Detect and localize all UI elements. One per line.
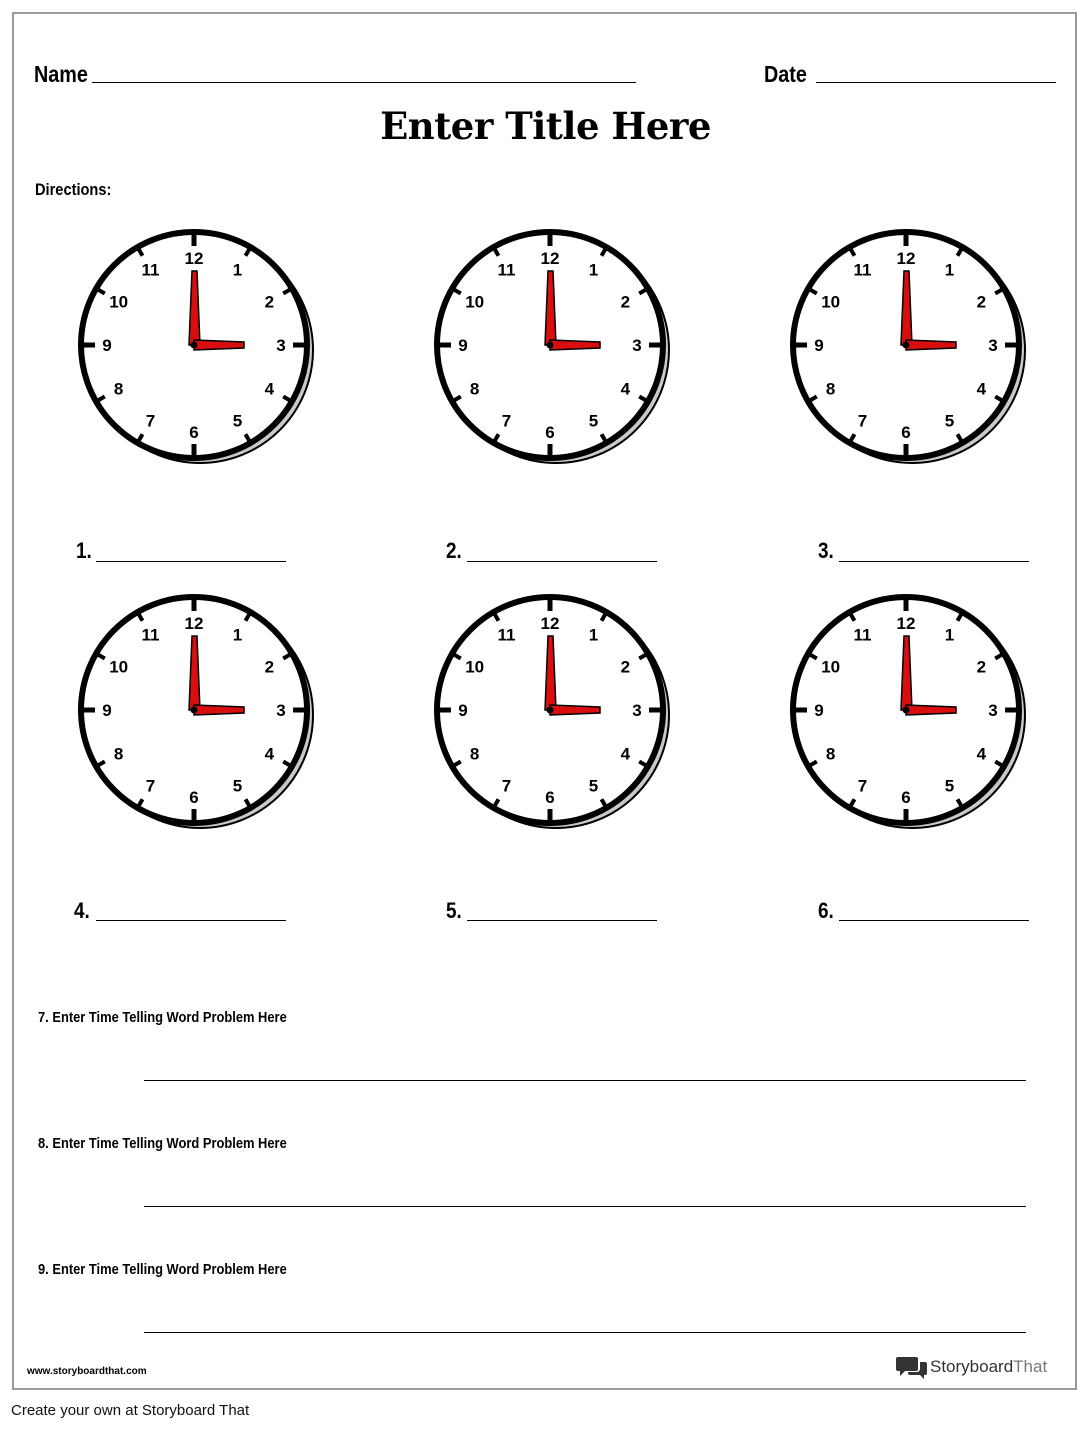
clock-face xyxy=(432,227,672,467)
answer-number: 6. xyxy=(818,898,834,923)
clock-center-pin xyxy=(191,342,198,349)
date-line[interactable] xyxy=(816,82,1056,83)
clock-hour-hand xyxy=(194,340,244,350)
answer-number: 4. xyxy=(74,898,90,923)
clock-number: 11 xyxy=(141,260,160,280)
clock-number: 7 xyxy=(857,411,868,431)
directions-label: Directions: xyxy=(35,180,112,199)
clock-face xyxy=(788,227,1028,467)
clock-number: 12 xyxy=(896,614,916,633)
clock-number: 5 xyxy=(588,776,599,796)
answer-number: 1. xyxy=(76,538,92,563)
answer-number: 3. xyxy=(818,538,834,563)
clock-number: 5 xyxy=(944,776,955,796)
clock-number: 6 xyxy=(901,423,911,442)
clock-number: 6 xyxy=(189,788,199,807)
clock-center-pin xyxy=(903,707,910,714)
clock-number: 1 xyxy=(588,625,599,645)
clock-number: 12 xyxy=(540,614,560,633)
clock-number: 2 xyxy=(264,657,275,677)
answer-line[interactable] xyxy=(467,561,657,562)
clock-face xyxy=(76,227,316,467)
clock-number: 1 xyxy=(944,260,955,280)
answer-line[interactable] xyxy=(96,561,286,562)
speech-bubbles-icon xyxy=(896,1354,928,1382)
clock-number: 6 xyxy=(545,423,555,442)
answer-number: 5. xyxy=(446,898,462,923)
clock-hour-hand xyxy=(550,705,600,715)
clock-number: 2 xyxy=(976,657,987,677)
clock-number: 8 xyxy=(469,744,480,764)
storyboardthat-logo[interactable] xyxy=(896,1354,1066,1382)
clock-number: 9 xyxy=(458,701,468,720)
clock-number: 8 xyxy=(825,744,836,764)
clock-number: 10 xyxy=(465,657,485,677)
clock-face xyxy=(76,592,316,832)
name-line[interactable] xyxy=(92,82,636,83)
answer-line[interactable] xyxy=(839,561,1029,562)
clock-number: 4 xyxy=(264,379,275,399)
clock-number: 7 xyxy=(501,776,512,796)
clock-number: 2 xyxy=(976,292,987,312)
clock-number: 9 xyxy=(102,701,112,720)
clock-number: 8 xyxy=(113,744,124,764)
clock-number: 4 xyxy=(620,379,631,399)
clock-face xyxy=(432,592,672,832)
clock-number: 5 xyxy=(232,411,243,431)
clock-number: 12 xyxy=(896,249,916,268)
clock-number: 5 xyxy=(232,776,243,796)
clock-number: 10 xyxy=(821,292,841,312)
word-problem: 8. Enter Time Telling Word Problem Here xyxy=(38,1135,287,1152)
clock-number: 10 xyxy=(821,657,841,677)
brand-that: That xyxy=(1013,1357,1048,1376)
clock-center-pin xyxy=(191,707,198,714)
clock-number: 9 xyxy=(102,336,112,355)
clock-number: 10 xyxy=(109,657,129,677)
clock-number: 4 xyxy=(976,379,987,399)
clock-hour-hand xyxy=(194,705,244,715)
word-problem-answer-line[interactable] xyxy=(144,1206,1026,1207)
clock-number: 1 xyxy=(944,625,955,645)
word-problem: 7. Enter Time Telling Word Problem Here xyxy=(38,1009,287,1026)
clock-number: 8 xyxy=(469,379,480,399)
clock-number: 4 xyxy=(264,744,275,764)
clock-number: 12 xyxy=(540,249,560,268)
word-problem: 9. Enter Time Telling Word Problem Here xyxy=(38,1261,287,1278)
clock-number: 9 xyxy=(458,336,468,355)
clock-number: 3 xyxy=(988,336,998,355)
clock-number: 3 xyxy=(276,336,286,355)
create-your-own-link[interactable]: Create your own at Storyboard That xyxy=(11,1402,250,1419)
clock-hour-hand xyxy=(906,705,956,715)
answer-number: 2. xyxy=(446,538,462,563)
clock-number: 2 xyxy=(620,292,631,312)
clock-number: 9 xyxy=(814,336,824,355)
clock-number: 6 xyxy=(189,423,199,442)
clock-number: 5 xyxy=(944,411,955,431)
clock-number: 3 xyxy=(988,701,998,720)
clock-number: 3 xyxy=(632,701,642,720)
clock-number: 7 xyxy=(501,411,512,431)
clock-number: 11 xyxy=(853,260,872,280)
clock-number: 11 xyxy=(497,260,516,280)
clock-number: 12 xyxy=(184,249,204,268)
answer-line[interactable] xyxy=(96,920,286,921)
clock-number: 2 xyxy=(264,292,275,312)
clock-number: 9 xyxy=(814,701,824,720)
name-label: Name xyxy=(34,61,88,87)
clock-number: 4 xyxy=(976,744,987,764)
answer-line[interactable] xyxy=(467,920,657,921)
clock-center-pin xyxy=(547,707,554,714)
clock-number: 7 xyxy=(145,411,156,431)
clock-number: 3 xyxy=(632,336,642,355)
clock-number: 6 xyxy=(901,788,911,807)
clock-number: 10 xyxy=(109,292,129,312)
clock-number: 11 xyxy=(853,625,872,645)
clock-number: 5 xyxy=(588,411,599,431)
clock-number: 8 xyxy=(113,379,124,399)
answer-line[interactable] xyxy=(839,920,1029,921)
word-problem-answer-line[interactable] xyxy=(144,1080,1026,1081)
clock-number: 7 xyxy=(145,776,156,796)
clock-number: 8 xyxy=(825,379,836,399)
clock-number: 1 xyxy=(232,625,243,645)
clock-number: 11 xyxy=(497,625,516,645)
clock-number: 2 xyxy=(620,657,631,677)
brand-storyboard: Storyboard xyxy=(930,1357,1014,1376)
page-title: Enter Title Here xyxy=(380,104,711,148)
word-problem-answer-line[interactable] xyxy=(144,1332,1026,1333)
date-label: Date xyxy=(764,61,807,87)
footer-url[interactable]: www.storyboardthat.com xyxy=(27,1366,147,1377)
clock-number: 1 xyxy=(232,260,243,280)
clock-hour-hand xyxy=(550,340,600,350)
clock-number: 1 xyxy=(588,260,599,280)
clock-number: 3 xyxy=(276,701,286,720)
clock-center-pin xyxy=(547,342,554,349)
clock-number: 7 xyxy=(857,776,868,796)
clock-number: 4 xyxy=(620,744,631,764)
clock-face xyxy=(788,592,1028,832)
clock-number: 6 xyxy=(545,788,555,807)
clock-number: 10 xyxy=(465,292,485,312)
clock-number: 11 xyxy=(141,625,160,645)
clock-center-pin xyxy=(903,342,910,349)
clock-number: 12 xyxy=(184,614,204,633)
clock-hour-hand xyxy=(906,340,956,350)
brand-name xyxy=(930,1357,1047,1377)
